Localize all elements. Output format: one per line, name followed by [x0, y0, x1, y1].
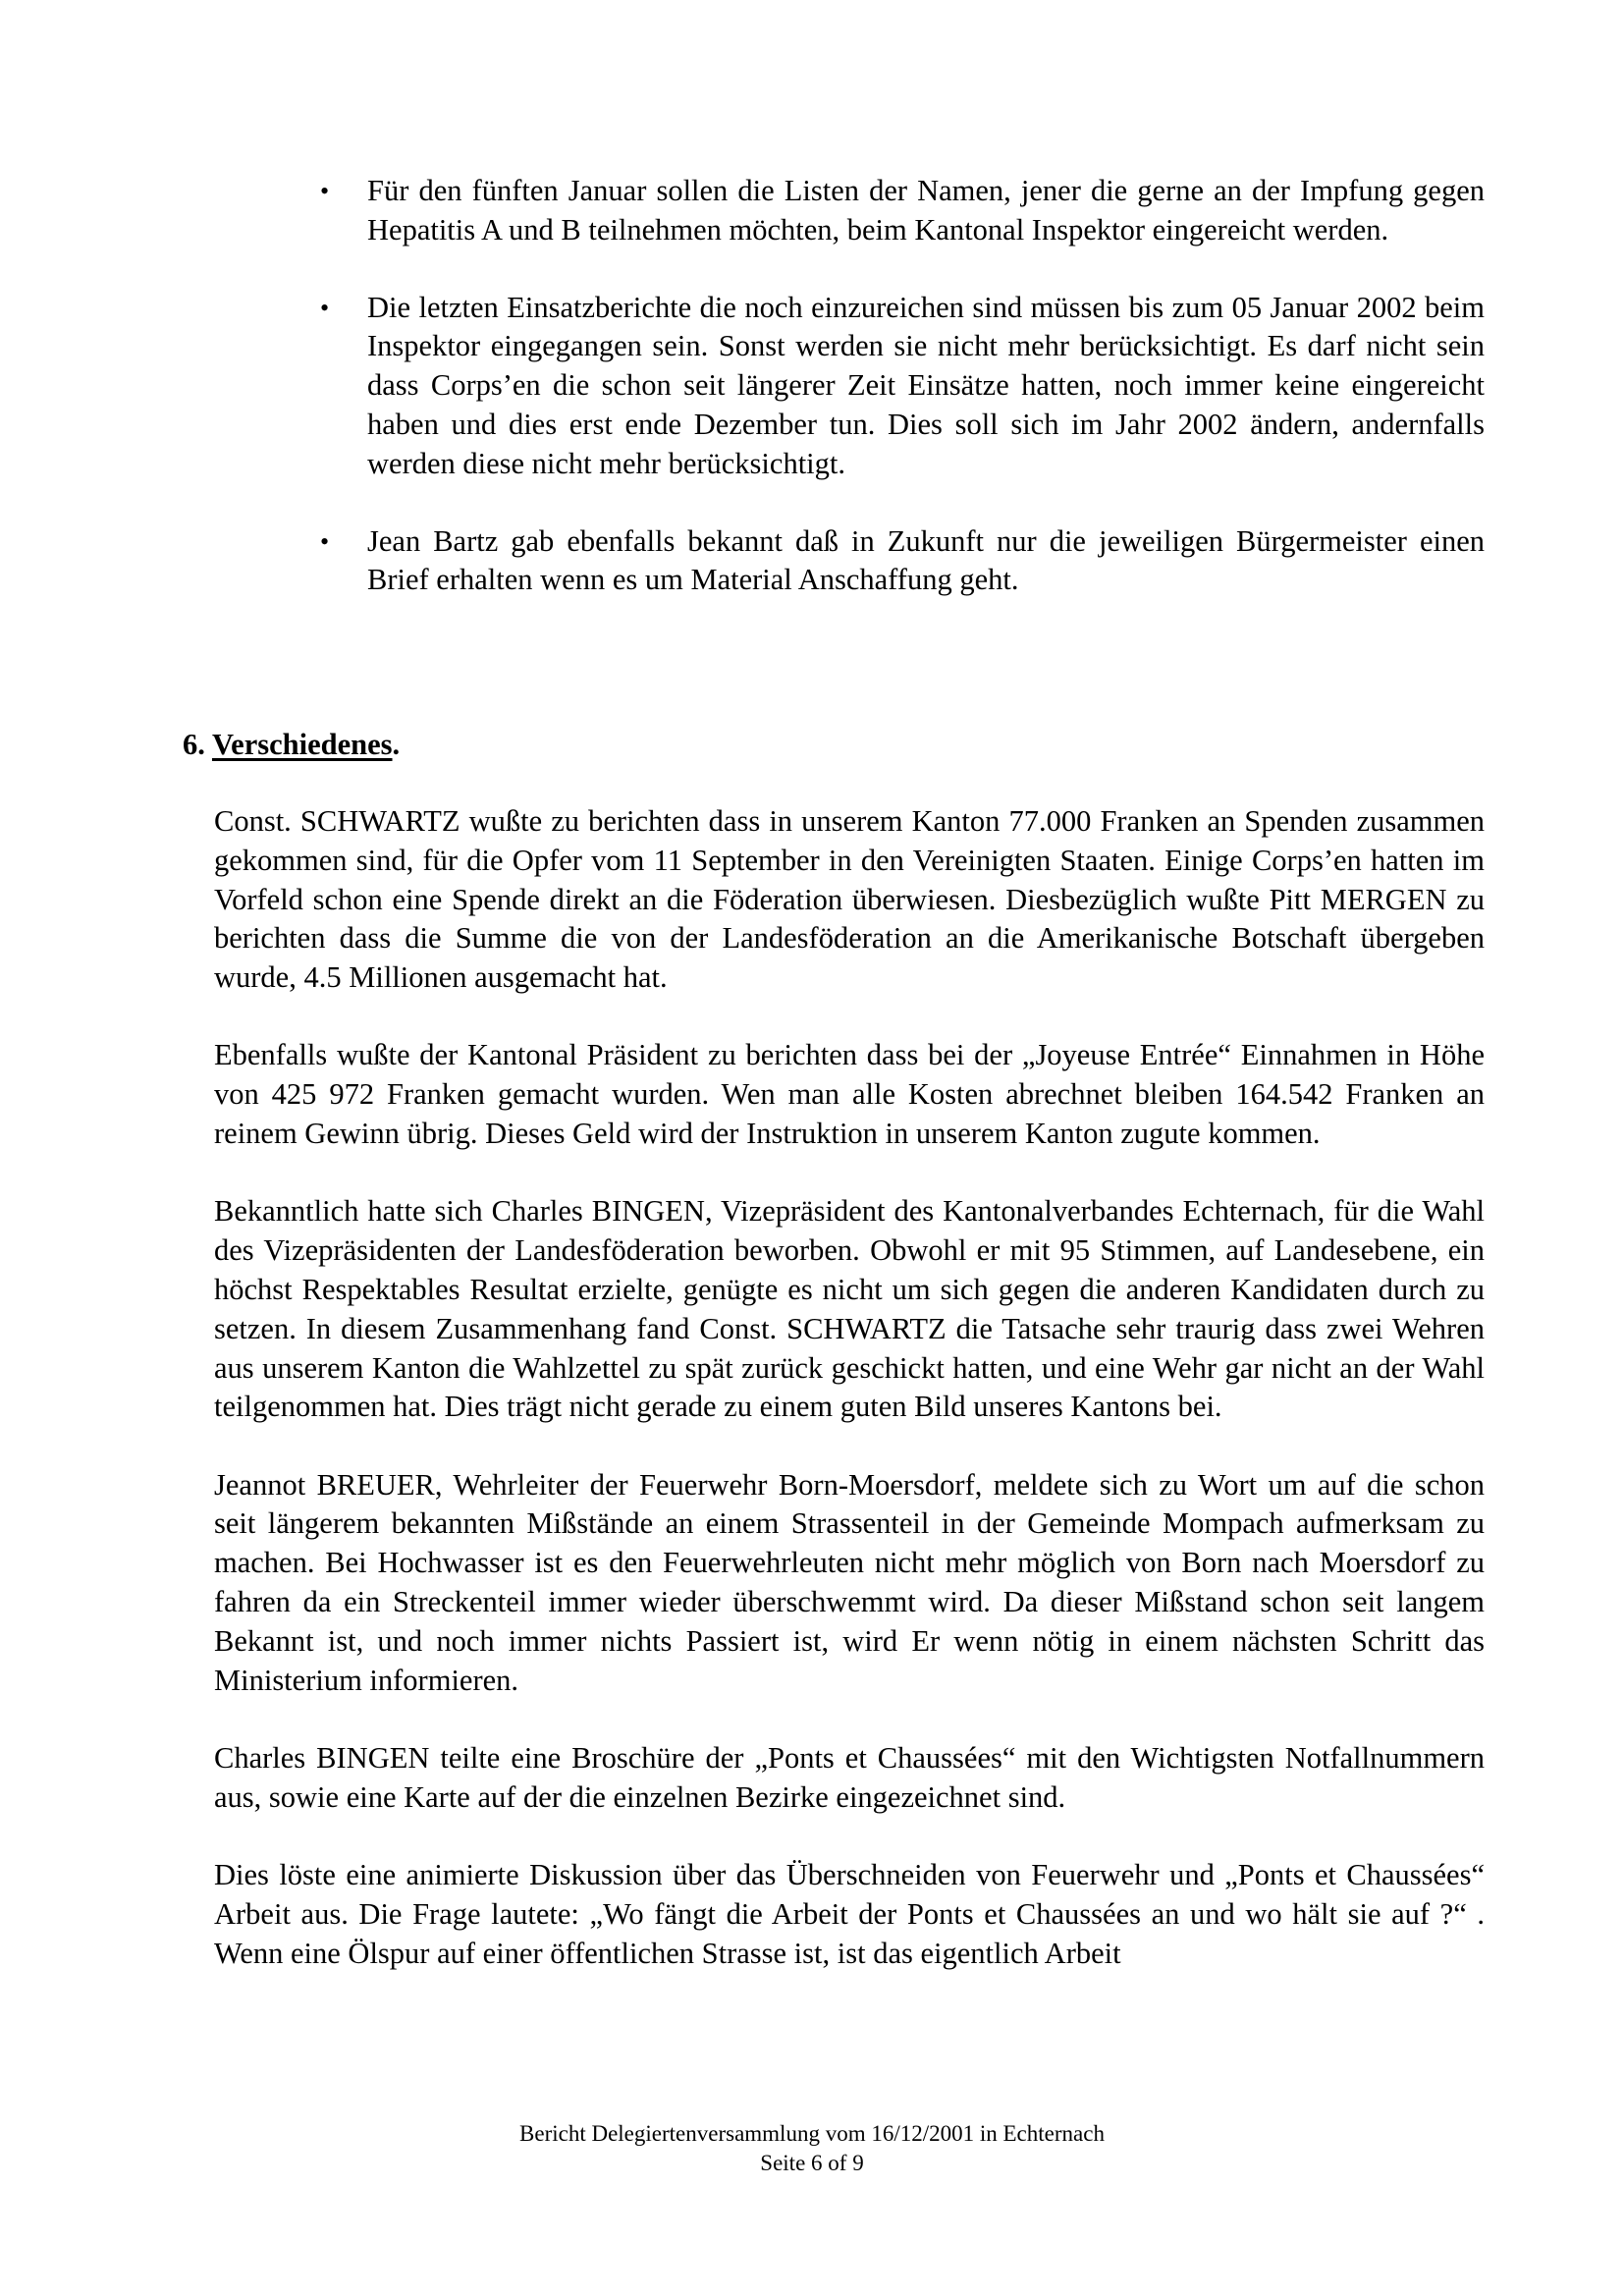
- bullet-text: Die letzten Einsatzberichte die noch einzureichen sind müssen bis zum 05 Januar 2002 beim Inspektor eingegangen sein. Sonst werden sie nicht mehr berücksichtigt. Es darf nicht sein dass Corps’en die schon seit längerer Zeit Einsätze hatten, noch immer keine eingereicht haben und dies erst ende Dezember tun. Dies soll sich im Jahr 2002 ändern, andernfalls werden diese nicht mehr berücksichtigt.: [367, 290, 1485, 480]
- section-heading: [183, 725, 400, 764]
- list-item: [316, 289, 1485, 484]
- paragraph: Ebenfalls wußte der Kantonal Präsident zu berichten dass bei der „Joyeuse Entrée“ Einnahmen in Höhe von 425 972 Franken gemacht wurden. Wen man alle Kosten abrechnet bleiben 164.542 Franken an reinem Gewinn übrig. Dieses Geld wird der Instruktion in unserem Kanton zugute kommen.: [214, 1038, 1485, 1151]
- paragraph: Charles BINGEN teilte eine Broschüre der „Ponts et Chaussées“ mit den Wichtigsten Notfallnummern aus, sowie eine Karte auf der die einzelnen Bezirke eingezeichnet sind.: [214, 1740, 1485, 1814]
- bullet-icon: •: [320, 177, 330, 205]
- bullet-icon: •: [320, 293, 330, 322]
- section-title-period: .: [392, 728, 401, 761]
- paragraph: Dies löste eine animierte Diskussion über das Überschneiden von Feuerwehr und „Ponts et Chaussées“ Arbeit aus. Die Frage lautete: „Wo fängt die Arbeit der Ponts et Chaussées an und wo hält sie auf ?“ . Wenn eine Ölspur auf einer öffentlichen Strasse ist, ist das eigentlich Arbeit: [214, 1858, 1485, 1970]
- bullet-text: Jean Bartz gab ebenfalls bekannt daß in Zukunft nur die jeweiligen Bürgermeister einen Brief erhalten wenn es um Material Anschaffung geht.: [367, 523, 1485, 597]
- paragraph: Jeannot BREUER, Wehrleiter der Feuerwehr Born-Moersdorf, meldete sich zu Wort um auf die schon seit längerem bekannten Mißstände an einem Strassenteil in der Gemeinde Mompach aufmerksam zu machen. Bei Hochwasser ist es den Feuerwehrleuten nicht mehr möglich von Born nach Moersdorf zu fahren da ein Streckenteil immer wieder überschwemmt wird. Da dieser Mißstand schon seit langem Bekannt ist, und noch immer nichts Passiert ist, wird Er wenn nötig in einem nächsten Schritt das Ministerium informieren.: [214, 1467, 1485, 1697]
- section-title: Verschiedenes: [211, 728, 393, 761]
- bullet-list: [316, 172, 1485, 600]
- bullet-icon: •: [320, 526, 330, 556]
- list-item: [316, 522, 1485, 601]
- footer-title: Bericht Delegiertenversammlung vom 16/12/2001 in Echternach: [519, 2121, 1105, 2146]
- footer-page-number: Seite 6 of 9: [760, 2151, 864, 2175]
- section-number: 6.: [183, 728, 205, 761]
- paragraph: Const. SCHWARTZ wußte zu berichten dass in unserem Kanton 77.000 Franken an Spenden zusammen gekommen sind, für die Opfer vom 11 September in den Vereinigten Staaten. Einige Corps’en hatten im Vorfeld schon eine Spende direkt an die Föderation überwiesen. Diesbezüglich wußte Pitt MERGEN zu berichten dass die Summe die von der Landesföderation an die Amerikanische Botschaft übergeben wurde, 4.5 Millionen ausgemacht hat.: [214, 804, 1485, 995]
- paragraph: Bekanntlich hatte sich Charles BINGEN, Vizepräsident des Kantonalverbandes Echternach, für die Wahl des Vizepräsidenten der Landesföderation beworben. Obwohl er mit 95 Stimmen, auf Landesebene, ein höchst Respektables Resultat erzielte, genügte es nicht um sich gegen die anderen Kandidaten durch zu setzen. In diesem Zusammenhang fand Const. SCHWARTZ die Tatsache sehr traurig dass zwei Wehren aus unserem Kanton die Wahlzettel zu spät zurück geschickt hatten, und eine Wehr gar nicht an der Wahl teilgenommen hat. Dies trägt nicht gerade zu einem guten Bild unseres Kantons bei.: [214, 1194, 1485, 1424]
- list-item: [316, 172, 1485, 250]
- section-body: [214, 802, 1485, 1973]
- bullet-text: Für den fünften Januar sollen die Listen der Namen, jener die gerne an der Impfung gegen Hepatitis A und B teilnehmen möchten, beim Kantonal Inspektor eingereicht werden.: [367, 174, 1485, 246]
